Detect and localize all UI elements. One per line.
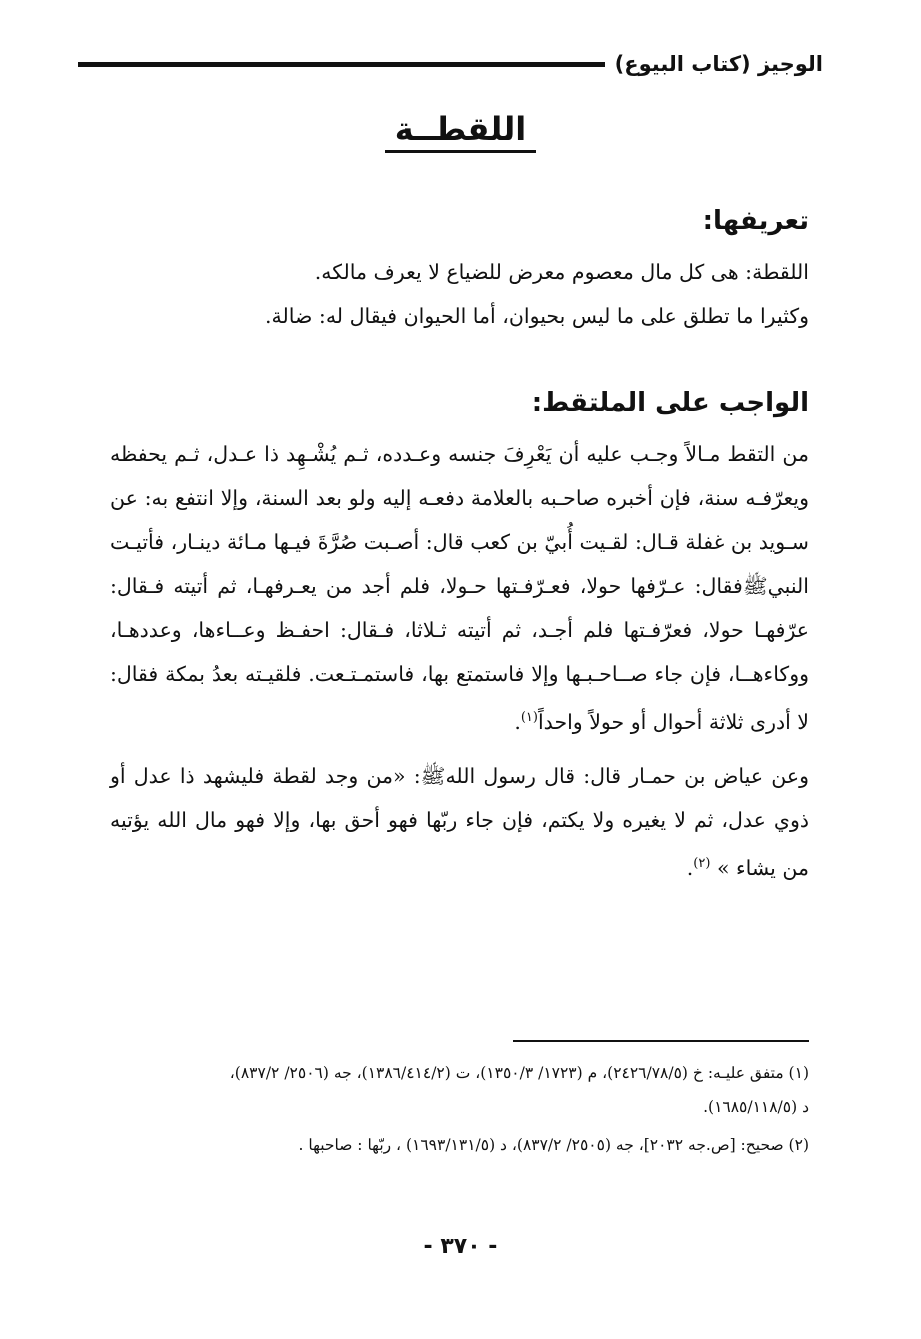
duty-paragraph-2-text: وعن عياض بن حمـار قال: قال رسول اللهﷺ: «من وجد لقطة فليشهد ذا عدل أو ذوي عدل، ثم لا يغيره ولا يكتم، فإن جاء ربّها فهو أحق بها، وإلا فهو مال الله يؤتيه من يشاء » — [110, 763, 809, 880]
duty-paragraph-1: من التقط مـالاً وجـب عليه أن يَعْرِفَ جنسه وعـدده، ثـم يُشْـهِد ذا عـدل، ثـم يحفظه ويعرّفـه سنة، فإن أخبره صاحـبه بالعلامة دفعـه إليه ولو بعد السنة، وإلا انتفع به: عن سـويد بن غفلة قـال: لقـيت أُبيّ بن كعب قال: أصـبت صُرَّةَ فيـها مـائة دينـار، فأتيـت النبيﷺفقال: عـرّفها حولا، فعـرّفـتها حـولا، فلم أجد من يعـرفهـا، ثم أتيته فـقال: عرّفهـا حولا، فعرّفـتها فلم أجـد، ثم أتيته ثـلاثا، فـقال: احفـظ وعــاءها، وعددهـا، ووكاءهــا، فإن جاء صــاحـبـها وإلا فاستمتع بها، فاستمـتـعت. فلقيـته بعدُ بمكة فقال: لا أدرى ثلاثة أحوال أو حولاً واحداً$^{(١)}$. — [110, 442, 809, 734]
footnote-1-line-2: د (١٦٨٥/١١٨/٥). — [703, 1098, 809, 1116]
footnote-separator — [513, 1040, 809, 1042]
header-rule — [78, 62, 605, 67]
duty-paragraph-1-text: من التقط مـالاً وجـب عليه أن يَعْرِفَ جنسه وعـدده، ثـم يُشْـهِد ذا عـدل، ثـم يحفظه ويعرّفـه سنة، فإن أخبره صاحـبه بالعلامة دفعـه إليه ولو بعد السنة، وإلا انتفع به: عن سـويد بن غفلة قـال: لقـيت أُبيّ بن كعب قال: أصـبت صُرَّةَ فيـها مـائة دينـار، فأتيـت النبيﷺفقال: عـرّفها حولا، فعـرّفـتها حـولا، فلم أجد من يعـرفهـا، ثم أتيته فـقال: عرّفهـا حولا، فعرّفـتها فلم أجـد، ثم أتيته ثـلاثا، فـقال: احفـظ وعــاءها، وعددهـا، ووكاءهــا، فإن جاء صــاحـبـها وإلا فاستمتع بها، فاستمـتـعت. فلقيـته بعدُ بمكة فقال: لا أدرى ثلاثة أحوال أو حولاً واحداً — [110, 442, 809, 734]
running-title: الوجيز (كتاب البيوع) — [614, 52, 823, 76]
page-number: - ٣٧٠ - — [423, 1234, 498, 1259]
footnote-1-line-1: (١) متفق عليـه: خ (٢٤٢٦/٧٨/٥)، م (١٧٢٣/ ١٣٥٠/٣)، ت (١٣٨٦/٤١٤/٢)، جه (٢٥٠٦/ ٨٣٧/٢)، — [229, 1064, 809, 1082]
running-header — [78, 44, 823, 84]
footnote-2: (٢) صحيح: [ص.جه ٢٠٣٢]، جه (٢٥٠٥/ ٨٣٧/٢)، د (١٦٩٣/١٣١/٥) ، ربّها : صاحبها . — [298, 1136, 809, 1154]
duty-body — [110, 432, 809, 890]
definition-body — [110, 250, 809, 338]
definition-line-2: وكثيرا ما تطلق على ما ليس بحيوان، أما الحيوان فيقال له: ضالة. — [264, 304, 809, 328]
chapter-title — [0, 110, 921, 148]
duty-paragraph-2: وعن عياض بن حمـار قال: قال رسول اللهﷺ: «من وجد لقطة فليشهد ذا عدل أو ذوي عدل، ثم لا يغيره ولا يكتم، فإن جاء ربّها فهو أحق بها، وإلا فهو مال الله يؤتيه من يشاء » $^{(٢)}$. — [110, 763, 809, 880]
footnote-1 — [110, 1056, 809, 1124]
footnote-ref-1: (١) — [520, 710, 538, 725]
duty-heading: الواجب على الملتقط: — [531, 388, 809, 418]
definition-line-1: اللقطة: هى كل مال معصوم معرض للضياع لا يعرف مالكه. — [314, 260, 809, 284]
footnotes — [110, 1056, 809, 1166]
definition-heading: تعريفها: — [702, 206, 809, 236]
chapter-title-text: اللقطــة — [385, 110, 537, 153]
footnote-ref-2: (٢) — [693, 855, 711, 871]
